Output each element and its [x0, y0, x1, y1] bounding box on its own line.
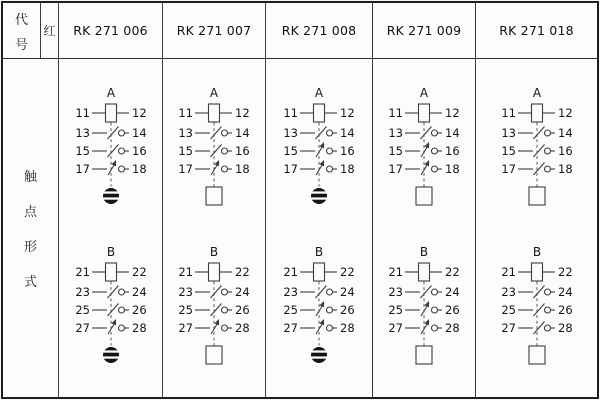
terminal-number: 14 [445, 126, 460, 140]
diagram-cell [373, 59, 476, 397]
actuator-symbol-striped-circle [310, 347, 329, 363]
terminal-number: 26 [131, 303, 147, 317]
contact-point [432, 130, 438, 136]
label-char: 触 [23, 170, 37, 185]
contact-diagram-a [164, 86, 264, 211]
terminal-number: 28 [340, 321, 355, 335]
contact-diagram-b [374, 245, 474, 370]
coil-symbol [419, 104, 430, 122]
contact-point [222, 130, 228, 136]
terminal-number: 21 [500, 265, 516, 279]
diagram-cell [163, 59, 266, 397]
terminal-number: 18 [445, 162, 460, 176]
contact-blade [533, 127, 544, 140]
contact-point [544, 166, 550, 172]
terminal-number: 27 [388, 321, 403, 335]
terminal-number: 14 [131, 126, 147, 140]
contact-blade [211, 286, 222, 299]
contact-point [544, 148, 550, 154]
terminal-number: 11 [74, 106, 90, 120]
terminal-number: 14 [557, 126, 573, 140]
contact-blade [533, 304, 544, 317]
coil-symbol [531, 263, 542, 281]
contact-point [544, 307, 550, 313]
actuator-symbol-striped-circle [101, 347, 120, 363]
coil-symbol [531, 104, 542, 122]
group-label: B [209, 245, 219, 259]
terminal-number: 24 [445, 285, 460, 299]
header-cell-model [163, 3, 266, 58]
terminal-number: 13 [74, 126, 90, 140]
header-cell-model [266, 3, 373, 58]
terminal-number: 24 [131, 285, 147, 299]
header-cell-model [59, 3, 163, 58]
terminal-number: 22 [340, 265, 355, 279]
terminal-number: 24 [340, 285, 355, 299]
contact-point [327, 325, 333, 331]
terminal-number: 23 [178, 285, 193, 299]
terminal-number: 17 [388, 162, 403, 176]
contact-diagram-a [269, 86, 369, 211]
coil-symbol [209, 263, 220, 281]
terminal-number: 22 [557, 265, 573, 279]
coil-symbol [105, 104, 116, 122]
row-label-contact-form [3, 59, 59, 397]
terminal-number: 22 [131, 265, 147, 279]
group-label: A [419, 86, 429, 100]
contact-blade [211, 127, 222, 140]
terminal-number: 28 [235, 321, 250, 335]
contact-point [544, 325, 550, 331]
terminal-number: 13 [388, 126, 403, 140]
coil-symbol [314, 263, 325, 281]
terminal-number: 22 [445, 265, 460, 279]
actuator-symbol-open-square [529, 346, 545, 364]
terminal-number: 21 [74, 265, 90, 279]
terminal-number: 26 [235, 303, 250, 317]
terminal-number: 25 [388, 303, 403, 317]
terminal-number: 11 [178, 106, 193, 120]
contact-blade [107, 286, 118, 299]
model-code: RK 271 008 [281, 23, 357, 38]
contact-diagram-b [61, 245, 161, 370]
contact-blade [533, 286, 544, 299]
contact-point [432, 289, 438, 295]
terminal-number: 25 [283, 303, 298, 317]
contact-point [432, 325, 438, 331]
terminal-number: 17 [500, 162, 516, 176]
terminal-number: 17 [74, 162, 90, 176]
contact-point [327, 166, 333, 172]
model-code: RK 271 009 [386, 23, 462, 38]
contact-point [222, 289, 228, 295]
terminal-number: 13 [500, 126, 516, 140]
terminal-number: 12 [340, 106, 355, 120]
group-label: A [209, 86, 219, 100]
header-cell-code [3, 3, 41, 58]
actuator-symbol-open-square [416, 187, 432, 205]
contact-blade [533, 163, 544, 176]
header-cell-red [41, 3, 59, 58]
terminal-number: 16 [131, 144, 147, 158]
group-label: B [419, 245, 429, 259]
contact-blade [533, 322, 544, 335]
terminal-number: 12 [131, 106, 147, 120]
contact-form-table [1, 1, 599, 399]
contact-blade [316, 286, 327, 299]
header-row [3, 3, 597, 59]
contact-point [118, 130, 124, 136]
contact-blade [421, 286, 432, 299]
contact-diagram-b [164, 245, 264, 370]
terminal-number: 28 [557, 321, 573, 335]
terminal-number: 25 [178, 303, 193, 317]
coil-symbol [314, 104, 325, 122]
contact-point [118, 148, 124, 154]
contact-blade [107, 304, 118, 317]
model-code: RK 271 006 [73, 23, 148, 38]
terminal-number: 11 [388, 106, 403, 120]
actuator-symbol-open-square [206, 346, 222, 364]
actuator-symbol-striped-circle [101, 188, 120, 204]
terminal-number: 26 [445, 303, 460, 317]
contact-point [544, 289, 550, 295]
contact-diagram-a [374, 86, 474, 211]
terminal-number: 14 [235, 126, 250, 140]
contact-point [222, 307, 228, 313]
terminal-number: 28 [131, 321, 147, 335]
contact-point [118, 166, 124, 172]
contact-point [327, 289, 333, 295]
body-row [3, 59, 597, 397]
group-label: A [314, 86, 324, 100]
terminal-number: 25 [500, 303, 516, 317]
terminal-number: 18 [340, 162, 355, 176]
terminal-number: 16 [557, 144, 573, 158]
contact-point [432, 307, 438, 313]
terminal-number: 23 [283, 285, 298, 299]
terminal-number: 23 [500, 285, 516, 299]
terminal-number: 16 [445, 144, 460, 158]
terminal-number: 18 [235, 162, 250, 176]
actuator-symbol-striped-circle [310, 188, 329, 204]
terminal-number: 15 [500, 144, 516, 158]
contact-blade [316, 127, 327, 140]
terminal-number: 28 [445, 321, 460, 335]
terminal-number: 18 [557, 162, 573, 176]
actuator-symbol-open-square [206, 187, 222, 205]
terminal-number: 13 [283, 126, 298, 140]
terminal-number: 15 [283, 144, 298, 158]
contact-point [222, 166, 228, 172]
model-code: RK 271 018 [499, 23, 574, 38]
label-char: 代 [14, 12, 28, 28]
terminal-number: 24 [235, 285, 250, 299]
contact-blade [107, 127, 118, 140]
contact-point [222, 148, 228, 154]
coil-symbol [209, 104, 220, 122]
label-char: 点 [23, 205, 37, 220]
contact-point [432, 148, 438, 154]
terminal-number: 15 [388, 144, 403, 158]
diagram-cell [59, 59, 163, 397]
terminal-number: 13 [178, 126, 193, 140]
terminal-number: 27 [178, 321, 193, 335]
terminal-number: 21 [388, 265, 403, 279]
terminal-number: 21 [178, 265, 193, 279]
actuator-symbol-open-square [529, 187, 545, 205]
contact-point [327, 148, 333, 154]
label-char: 式 [23, 275, 37, 290]
header-cell-model [373, 3, 476, 58]
contact-blade [421, 127, 432, 140]
terminal-number: 17 [178, 162, 193, 176]
terminal-number: 15 [178, 144, 193, 158]
contact-blade [533, 145, 544, 158]
contact-point [327, 130, 333, 136]
coil-symbol [105, 263, 116, 281]
group-label: B [532, 245, 541, 259]
terminal-number: 16 [235, 144, 250, 158]
diagram-cell [476, 59, 597, 397]
terminal-number: 25 [74, 303, 90, 317]
terminal-number: 26 [557, 303, 573, 317]
contact-diagram-a [61, 86, 161, 211]
contact-diagram-b [269, 245, 369, 370]
contact-blade [107, 145, 118, 158]
model-code: RK 271 007 [176, 23, 252, 38]
terminal-number: 18 [131, 162, 147, 176]
label-char: 形 [23, 240, 37, 255]
contact-diagram-b [487, 245, 587, 370]
terminal-number: 26 [340, 303, 355, 317]
group-label: A [532, 86, 541, 100]
contact-blade [211, 145, 222, 158]
terminal-number: 17 [283, 162, 298, 176]
red-label: 红 [43, 24, 56, 38]
terminal-number: 11 [500, 106, 516, 120]
terminal-number: 27 [74, 321, 90, 335]
group-label: B [106, 245, 115, 259]
terminal-number: 12 [235, 106, 250, 120]
terminal-number: 12 [445, 106, 460, 120]
group-label: A [106, 86, 115, 100]
header-cell-model [476, 3, 597, 58]
contact-blade [211, 304, 222, 317]
terminal-number: 14 [340, 126, 355, 140]
coil-symbol [419, 263, 430, 281]
terminal-number: 23 [74, 285, 90, 299]
contact-point [222, 325, 228, 331]
terminal-number: 23 [388, 285, 403, 299]
contact-point [327, 307, 333, 313]
contact-point [118, 289, 124, 295]
contact-point [432, 166, 438, 172]
terminal-number: 21 [283, 265, 298, 279]
group-label: B [314, 245, 324, 259]
terminal-number: 24 [557, 285, 573, 299]
contact-point [544, 130, 550, 136]
terminal-number: 15 [74, 144, 90, 158]
contact-diagram-a [487, 86, 587, 211]
actuator-symbol-open-square [416, 346, 432, 364]
contact-point [118, 307, 124, 313]
terminal-number: 22 [235, 265, 250, 279]
terminal-number: 27 [283, 321, 298, 335]
contact-point [118, 325, 124, 331]
terminal-number: 11 [283, 106, 298, 120]
terminal-number: 12 [557, 106, 573, 120]
diagram-cell [266, 59, 373, 397]
terminal-number: 16 [340, 144, 355, 158]
terminal-number: 27 [500, 321, 516, 335]
label-char: 号 [14, 37, 28, 53]
